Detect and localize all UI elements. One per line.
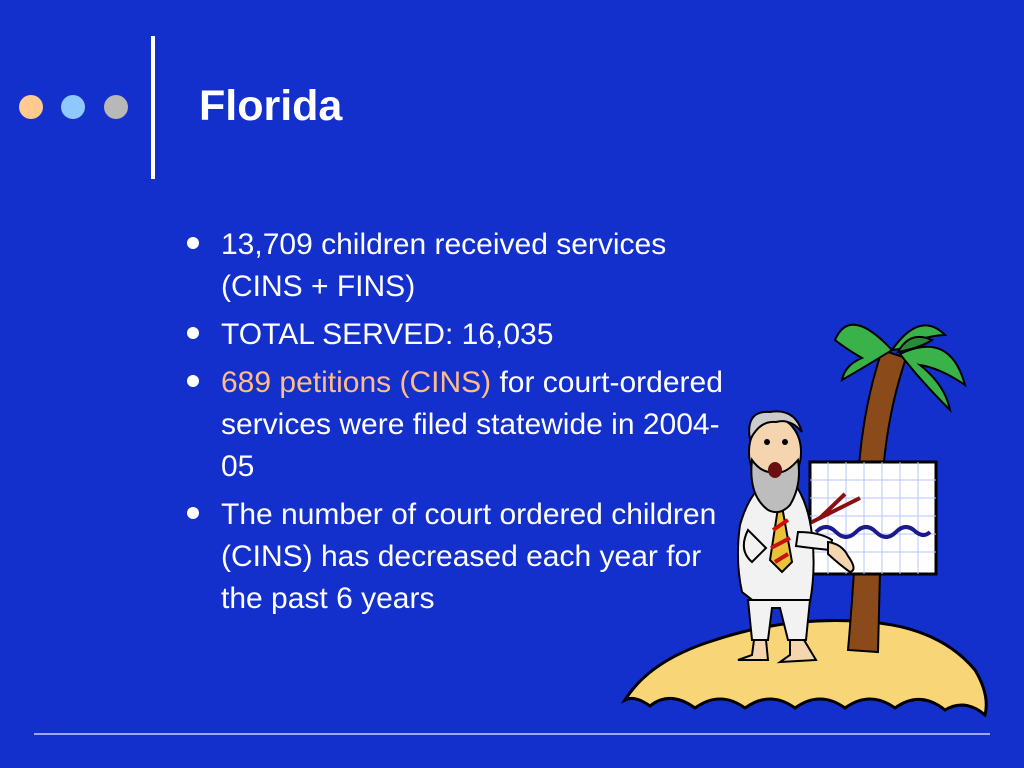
- bullet-highlight-text: 689 petitions (CINS): [221, 366, 492, 399]
- bullet-text: The number of court ordered children (CINS) has decreased each year for the past 6 years: [221, 498, 717, 615]
- bullet-dot-icon: [187, 327, 199, 339]
- bullet-dot-icon: [187, 237, 199, 249]
- castaway-island-chart-icon: [620, 310, 1000, 720]
- bullet-dot-icon: [187, 375, 199, 387]
- bullet-dot-icon: [187, 507, 199, 519]
- bullet-item: [185, 224, 725, 308]
- decorative-dot-peach: [19, 95, 43, 119]
- bullet-text: 13,709 children received services (CINS + FINS): [221, 228, 667, 303]
- decorative-dot-blue: [61, 95, 85, 119]
- title-divider: [151, 36, 155, 179]
- bullet-text: for court-ordered services were filed statewide in 2004-05: [221, 366, 723, 483]
- decorative-dot-gray: [104, 95, 128, 119]
- footer-divider: [34, 733, 990, 735]
- slide-title: Florida: [199, 82, 343, 130]
- bullet-text: TOTAL SERVED: 16,035: [221, 318, 554, 351]
